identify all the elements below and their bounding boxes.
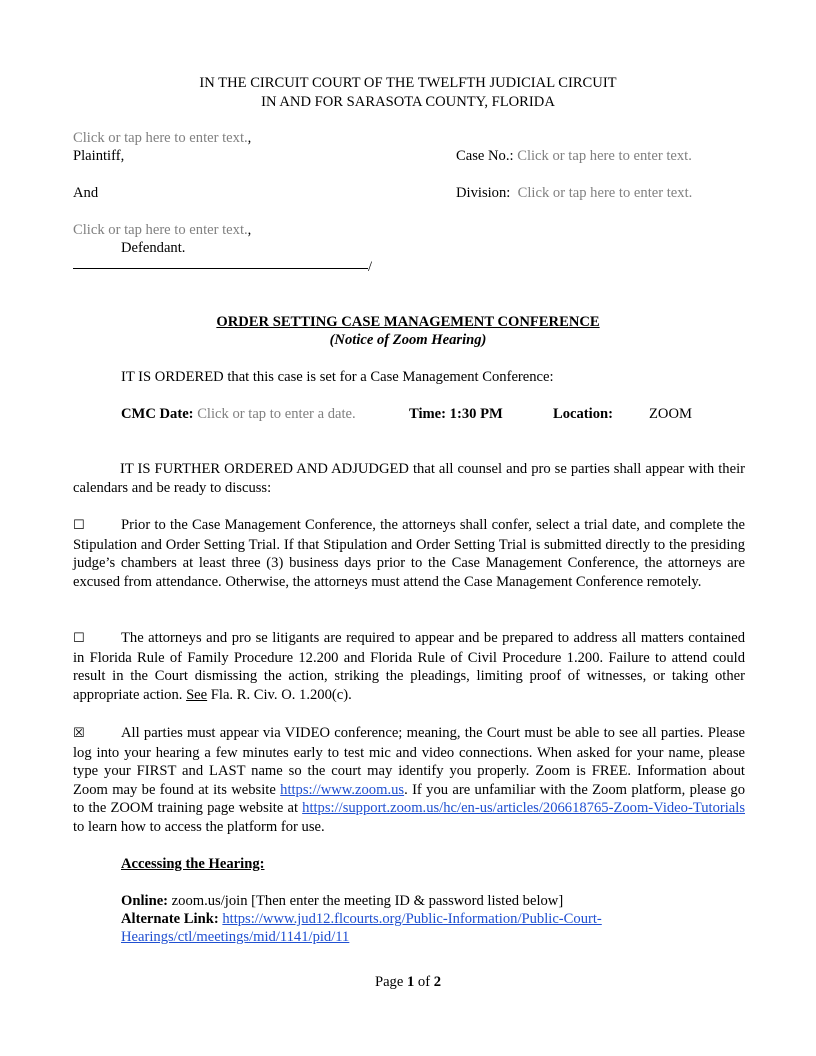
plaintiff-label: Plaintiff, <box>73 148 125 164</box>
online-label: Online: <box>121 893 169 909</box>
item-2-see: See <box>186 686 208 703</box>
item-1-checkbox[interactable]: ☐ <box>73 518 85 533</box>
alternate-link-label: Alternate Link: <box>121 911 219 927</box>
division-field[interactable]: Click or tap here to enter text. <box>517 185 693 201</box>
caption-slash: / <box>368 259 373 275</box>
item-3-paragraph <box>73 724 745 837</box>
defendant-comma: , <box>247 222 252 238</box>
defendant-name-field[interactable]: Click or tap here to enter text. <box>73 222 248 238</box>
of-word: of <box>414 974 434 990</box>
alternate-link-url-part2[interactable]: Hearings/ctl/meetings/mid/1141/pid/11 <box>121 929 350 945</box>
item-2-text: The attorneys and pro se litigants are required to appear and be prepared to address all matters contained in Florida Rule of Family Procedure 12.200 and Florida Rule of Civil Procedure 1.200. Failure to attend could result in the Court dismissing the action, striking the pleadings, limiting proof of witnesses, or taking other appropriate action. <box>73 630 745 703</box>
online-line <box>121 892 563 910</box>
ordered-statement: IT IS ORDERED that this case is set for a Case Management Conference: <box>121 369 554 385</box>
item-2-checkbox[interactable]: ☐ <box>73 631 85 646</box>
item-2-citation: Fla. R. Civ. O. 1.200(c). <box>207 686 352 703</box>
page-footer <box>0 973 816 991</box>
defendant-name-line <box>73 221 251 239</box>
court-name-line1: IN THE CIRCUIT COURT OF THE TWELFTH JUDICIAL CIRCUIT <box>199 75 617 91</box>
alternate-link-url-part1[interactable]: https://www.jud12.flcourts.org/Public-Information/Public-Court- <box>222 911 602 927</box>
division-line <box>456 184 692 202</box>
plaintiff-name-field[interactable]: Click or tap here to enter text. <box>73 130 248 146</box>
cmc-date-field[interactable]: Click or tap to enter a date. <box>197 406 356 422</box>
zoom-website-link[interactable]: https://www.zoom.us <box>280 781 405 798</box>
online-text: zoom.us/join [Then enter the meeting ID & password listed below] <box>168 893 564 909</box>
cmc-location-label: Location: <box>553 406 613 422</box>
order-subtitle: (Notice of Zoom Hearing) <box>329 332 487 348</box>
item-1-text: Prior to the Case Management Conference, the attorneys shall confer, select a trial date, and complete the Stipulation and Order Setting Trial. If that Stipulation and Order Setting Trial is submitted directly to the presiding judge’s chambers at least three (3) business days prior to the Case Management Conference, the attorneys are excused from attendance. Otherwise, the attorneys must attend the Case Management Conference remotely. <box>73 517 745 590</box>
cmc-date-label: CMC Date: <box>121 406 194 422</box>
item-3-checkbox[interactable]: ☒ <box>73 726 85 741</box>
cmc-location-value: ZOOM <box>649 406 692 422</box>
alternate-link-line <box>121 910 602 928</box>
further-ordered-paragraph <box>73 460 745 497</box>
item-1-paragraph <box>73 516 745 591</box>
page-word: Page <box>374 974 407 990</box>
item-2-paragraph <box>73 629 745 704</box>
item-3-text-a: All parties must appear via VIDEO conference; meaning, the Court must be able to see all parties. Please log into your hearing a few minutes early to test mic and video connections. When asked for your name, please type your FIRST and LAST name so the court may identify you properly. Zoom is FREE. Information about Zoom may be found at its website <box>73 725 745 798</box>
caption-signature-rule <box>73 268 368 269</box>
division-label: Division: <box>456 185 511 201</box>
case-number-line <box>456 147 692 165</box>
alternate-link-line2 <box>121 928 349 946</box>
and-label: And <box>73 185 99 201</box>
order-title: ORDER SETTING CASE MANAGEMENT CONFERENCE <box>216 314 600 330</box>
case-number-field[interactable]: Click or tap here to enter text. <box>517 148 692 164</box>
further-ordered-text: IT IS FURTHER ORDERED AND ADJUDGED that all counsel and pro se parties shall appear with their calendars and be ready to discuss: <box>73 461 745 496</box>
defendant-label: Defendant. <box>121 240 186 256</box>
court-name-line2: IN AND FOR SARASOTA COUNTY, FLORIDA <box>261 94 555 110</box>
item-3-text-b: . If you are unfamiliar with the Zoom platform, please go to the ZOOM training page website at <box>73 781 746 817</box>
cmc-time: Time: 1:30 PM <box>409 406 503 422</box>
case-number-label: Case No.: <box>456 148 514 164</box>
page-total: 2 <box>433 974 442 990</box>
plaintiff-comma: , <box>247 130 252 146</box>
item-3-text-c: to learn how to access the platform for use. <box>73 818 325 835</box>
cmc-date-line <box>121 405 356 423</box>
plaintiff-name-line <box>73 129 251 147</box>
accessing-heading: Accessing the Hearing: <box>121 856 265 872</box>
zoom-tutorials-link[interactable]: https://support.zoom.us/hc/en-us/articles/206618765-Zoom-Video-Tutorials <box>302 800 745 817</box>
page-number: 1 <box>406 974 415 990</box>
